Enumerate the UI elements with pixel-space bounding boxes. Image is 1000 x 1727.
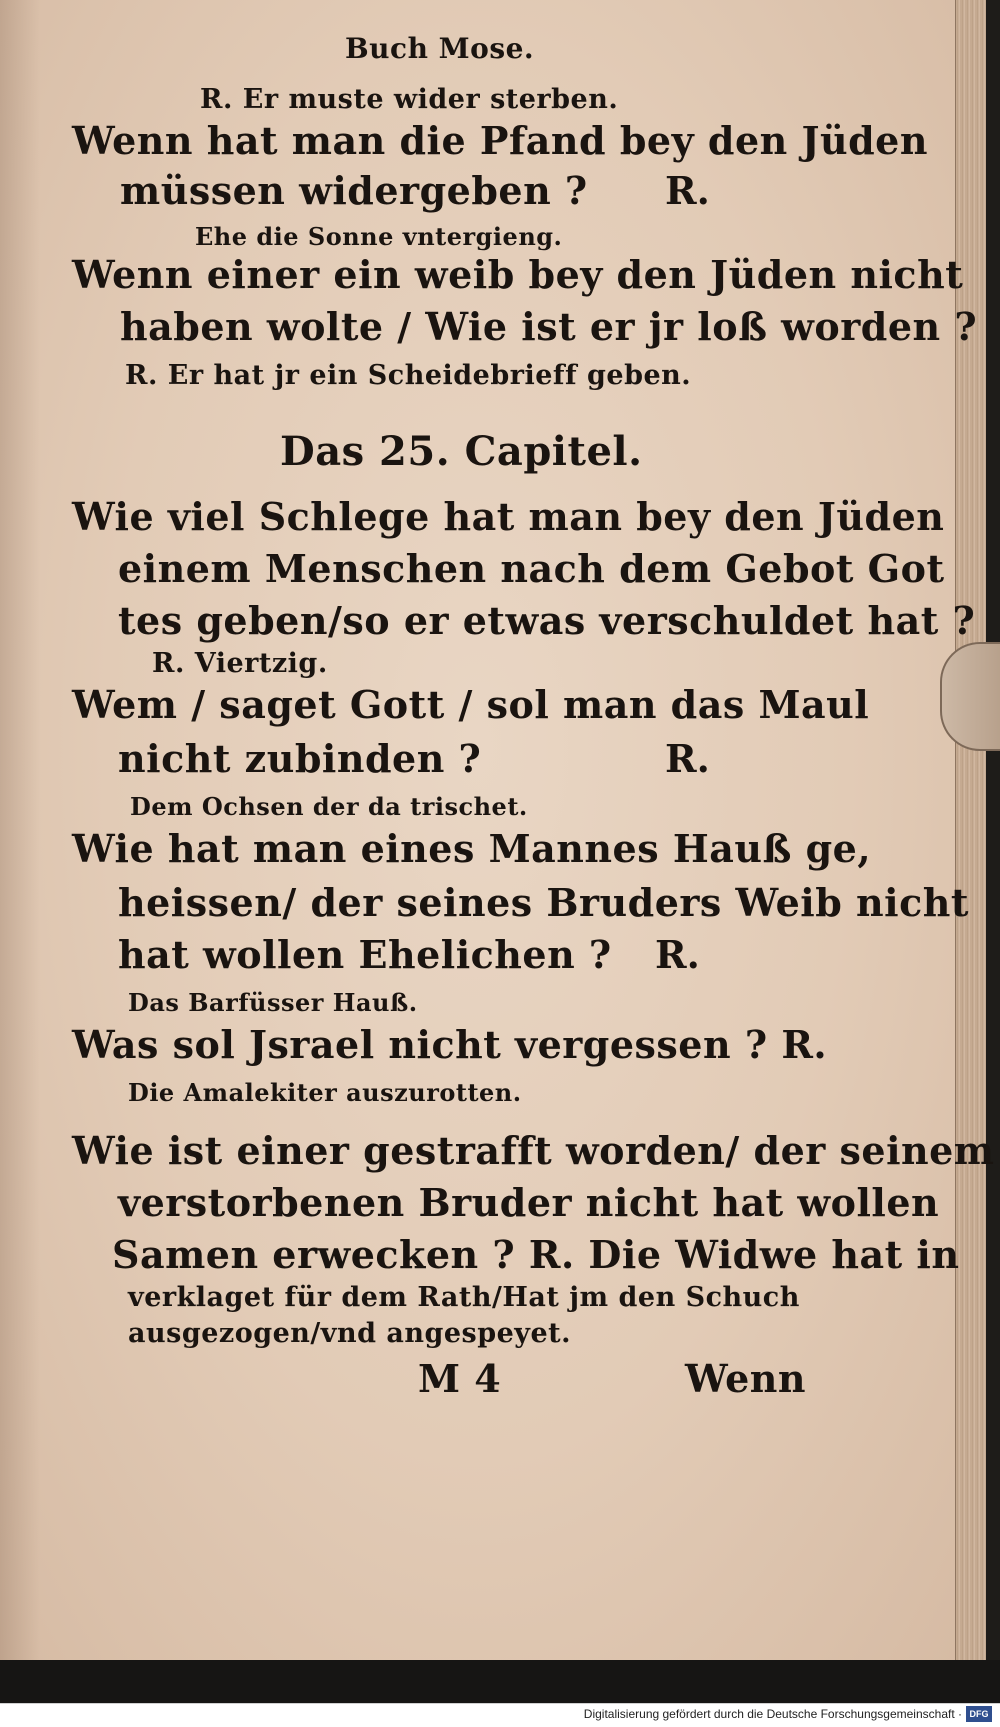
credit-text: Digitalisierung gefördert durch die Deutsche Forschungsgemeinschaft · [583, 1707, 962, 1721]
text-line: Ehe die Sonne vntergieng. [195, 222, 563, 251]
text-line: Das Barfüsser Hauß. [128, 988, 418, 1017]
chapter-heading: Das 25. Capitel. [280, 428, 643, 475]
catchword: Wenn [685, 1356, 807, 1401]
text-line: Die Amalekiter auszurotten. [128, 1078, 522, 1107]
text-line: einem Menschen nach dem Gebot Got [118, 546, 945, 591]
text-line: Wenn hat man die Pfand bey den Jüden [72, 118, 928, 163]
text-line: Wenn einer ein weib bey den Jüden nicht [72, 252, 964, 297]
text-line: hat wollen Ehelichen ? [118, 932, 612, 977]
text-line: verklaget für dem Rath/Hat jm den Schuch [128, 1282, 800, 1313]
text-line: Dem Ochsen der da trischet. [130, 792, 528, 821]
dfg-logo-icon: DFG [966, 1706, 992, 1722]
text-line: nicht zubinden ? [118, 736, 482, 781]
text-line: haben wolte / Wie ist er jr loß worden ? [120, 304, 978, 349]
text-line: ausgezogen/vnd angespeyet. [128, 1318, 572, 1349]
text-line: Wie hat man eines Mannes Hauß ge, [72, 826, 872, 871]
answer-mark: R. [655, 932, 700, 977]
text-line: Wie ist einer gestrafft worden/ der seinem [72, 1128, 995, 1173]
page-edges [955, 0, 986, 1660]
text-line: Wem / saget Gott / sol man das Maul [72, 682, 870, 727]
answer-mark: R. [665, 736, 710, 781]
text-line: Samen erwecken ? R. Die Widwe hat in [112, 1232, 960, 1277]
answer-mark: R. [665, 168, 710, 213]
text-line: R. Er hat jr ein Scheidebrieff geben. [125, 360, 692, 391]
text-line: R. Viertzig. [152, 648, 328, 679]
text-line: R. Er muste wider sterben. [200, 84, 619, 115]
text-line: heissen/ der seines Bruders Weib nicht [118, 880, 969, 925]
text-line: müssen widergeben ? [120, 168, 588, 213]
text-line: Was sol Jsrael nicht vergessen ? R. [72, 1022, 828, 1067]
signature-mark: M 4 [418, 1356, 502, 1401]
text-line: Wie viel Schlege hat man bey den Jüden [72, 494, 945, 539]
running-head: Buch Mose. [345, 32, 535, 65]
text-line: verstorbenen Bruder nicht hat wollen [118, 1180, 940, 1225]
text-line: tes geben/so er etwas verschuldet hat ? [118, 598, 976, 643]
